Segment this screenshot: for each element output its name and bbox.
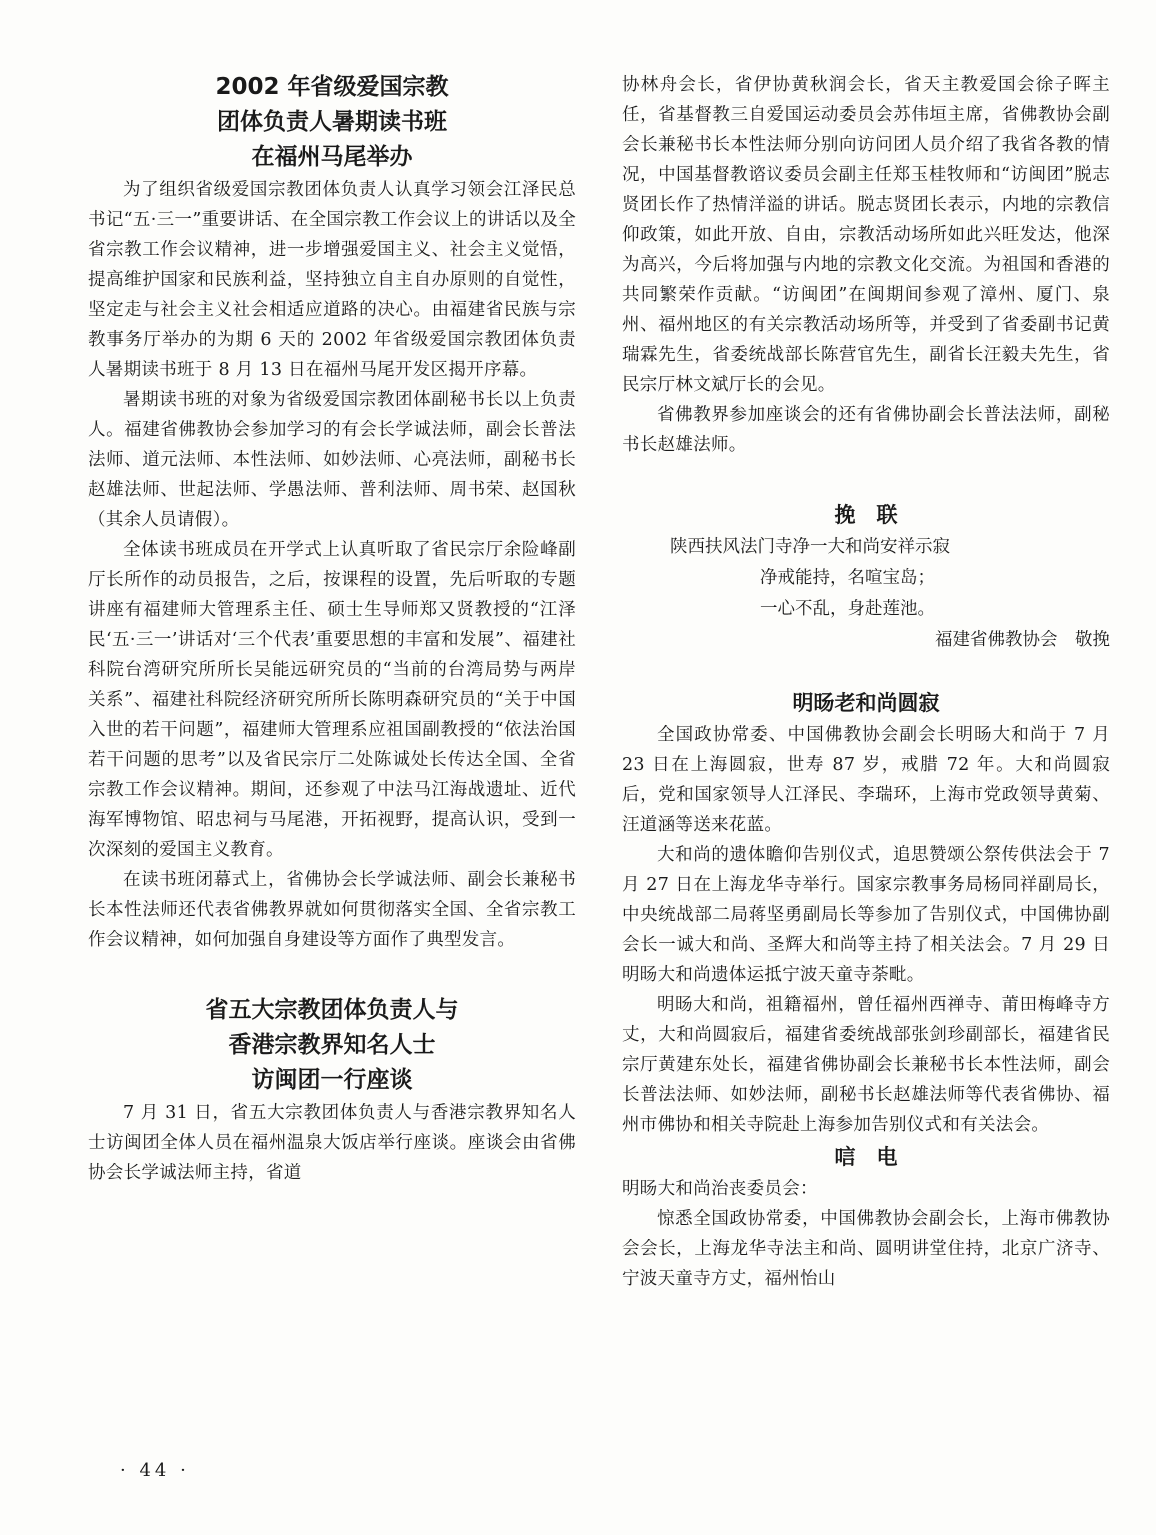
elegy-line: 一心不乱，身赴莲池。: [760, 599, 935, 619]
paragraph: 为了组织省级爱国宗教团体负责人认真学习领会江泽民总书记“五·三一”重要讲话、在全国宗教工作会议上的讲话以及全省宗教工作会议精神，进一步增强爱国主义、社会主义觉悟，提高维护国家和民族利益，坚持独立自主自办原则的自觉性，坚定走与社会主义社会相适应道路的决心。由福建省民族与宗教事务厅举办的为期 6 天的 2002 年省级爱国宗教团体负责人暑期读书班于 8 月 13 日在福州马尾开发区揭开序幕。: [88, 180, 576, 380]
right-column: [622, 70, 1110, 1294]
elegy-title: 挽 联: [834, 503, 898, 527]
page-number: · 44 ·: [120, 1460, 190, 1481]
elegy-signature: 福建省佛教协会 敬挽: [935, 630, 1110, 650]
paragraph: 全体读书班成员在开学式上认真听取了省民宗厅余险峰副厅长所作的动员报告，之后，按课程的设置，先后听取的专题讲座有福建师大管理系主任、硕士生导师郑又贤教授的“江泽民‘五·三一’讲话对‘三个代表’重要思想的丰富和发展”、福建社科院台湾研究所所长吴能远研究员的“当前的台湾局势与两岸关系”、福建社科院经济研究所所长陈明森研究员的“关于中国入世的若干问题”，福建师大管理系应祖国副教授的“依法治国若干问题的思考”以及省民宗厅二处陈诚处长传达全国、全省宗教工作会议精神。期间，还参观了中法马江海战遗址、近代海军博物馆、昭忠祠与马尾港，开拓视野，提高认识，受到一次深刻的爱国主义教育。: [88, 540, 576, 860]
paragraph: 在读书班闭幕式上，省佛协会长学诚法师、副会长兼秘书长本性法师还代表省佛教界就如何贯彻落实全国、全省宗教工作会议精神，如何加强自身建设等方面作了典型发言。: [88, 870, 576, 950]
article-title-reading-class: 2002 年省级爱国宗教 团体负责人暑期读书班 在福州马尾举办: [215, 74, 449, 170]
paragraph: 全国政协常委、中国佛教协会副会长明旸大和尚于 7 月 23 日在上海圆寂，世寿 87 岁，戒腊 72 年。大和尚圆寂后，党和国家领导人江泽民、李瑞环，上海市党政领导黄菊、汪道涵等送来花蓝。: [622, 725, 1110, 835]
paragraph: 省佛教界参加座谈会的还有省佛协副会长普法法师，副秘书长赵雄法师。: [622, 405, 1110, 455]
paragraph: 7 月 31 日，省五大宗教团体负责人与香港宗教界知名人士访闽团全体人员在福州温泉大饭店举行座谈。座谈会由省佛协会长学诚法师主持，省道: [88, 1103, 576, 1183]
paragraph: 暑期读书班的对象为省级爱国宗教团体副秘书长以上负责人。福建省佛教协会参加学习的有会长学诚法师，副会长普法法师、道元法师、本性法师、如妙法师、心亮法师，副秘书长赵雄法师、世起法师、学愚法师、普利法师、周书荣、赵国秋（其余人员请假）。: [88, 390, 576, 530]
spacer: [622, 656, 1110, 686]
condolence-salutation: 明旸大和尚治丧委员会：: [622, 1179, 818, 1199]
paragraph: 惊悉全国政协常委，中国佛教协会副会长，上海市佛教协会会长，上海龙华寺法主和尚、圆明讲堂住持，北京广济寺、宁波天童寺方丈，福州怡山: [622, 1209, 1110, 1289]
article-title-mingyang: 明旸老和尚圆寂: [792, 691, 940, 715]
condolence-title: 唁 电: [834, 1145, 898, 1169]
paragraph-continued: 协林舟会长，省伊协黄秋润会长，省天主教爱国会徐子晖主任，省基督教三自爱国运动委员会苏伟垣主席，省佛教协会副会长兼秘书长本性法师分别向访问团人员介绍了我省各教的情况，中国基督教谘议委员会副主任郑玉桂牧师和“访闽团”脱志贤团长作了热情洋溢的讲话。脱志贤团长表示，内地的宗教信仰政策，如此开放、自由，宗教活动场所如此兴旺发达，他深为高兴，今后将加强与内地的宗教文化交流。为祖国和香港的共同繁荣作贡献。“访闽团”在闽期间参观了漳州、厦门、泉州、福州地区的有关宗教活动场所等，并受到了省委副书记黄瑞霖先生，省委统战部长陈营官先生，副省长汪毅夫先生，省民宗厅林文斌厅长的会见。: [622, 75, 1110, 395]
spacer: [622, 460, 1110, 498]
left-column: [88, 70, 576, 1188]
elegy-line: 净戒能持，名喧宝岛；: [760, 568, 935, 588]
spacer: [88, 955, 576, 993]
paragraph: 明旸大和尚，祖籍福州，曾任福州西禅寺、莆田梅峰寺方丈，大和尚圆寂后，福建省委统战部张剑珍副部长，福建省民宗厅黄建东处长，福建省佛协副会长兼秘书长本性法师，副会长普法法师、如妙法师，副秘书长赵雄法师等代表省佛协、福州市佛协和相关寺院赴上海参加告别仪式和有关法会。: [622, 995, 1110, 1135]
paragraph: 大和尚的遗体瞻仰告别仪式，追思赞颂公祭传供法会于 7 月 27 日在上海龙华寺举行。国家宗教事务局杨同祥副局长，中央统战部二局蒋坚勇副局长等参加了告别仪式，中国佛协副会长一诚大和尚、圣辉大和尚等主持了相关法会。7 月 29 日明旸大和尚遗体运抵宁波天童寺荼毗。: [622, 845, 1110, 985]
elegy-intro: 陕西扶风法门寺净一大和尚安祥示寂: [670, 537, 950, 557]
article-title-hk-delegation: 省五大宗教团体负责人与 香港宗教界知名人士 访闽团一行座谈: [205, 997, 459, 1093]
